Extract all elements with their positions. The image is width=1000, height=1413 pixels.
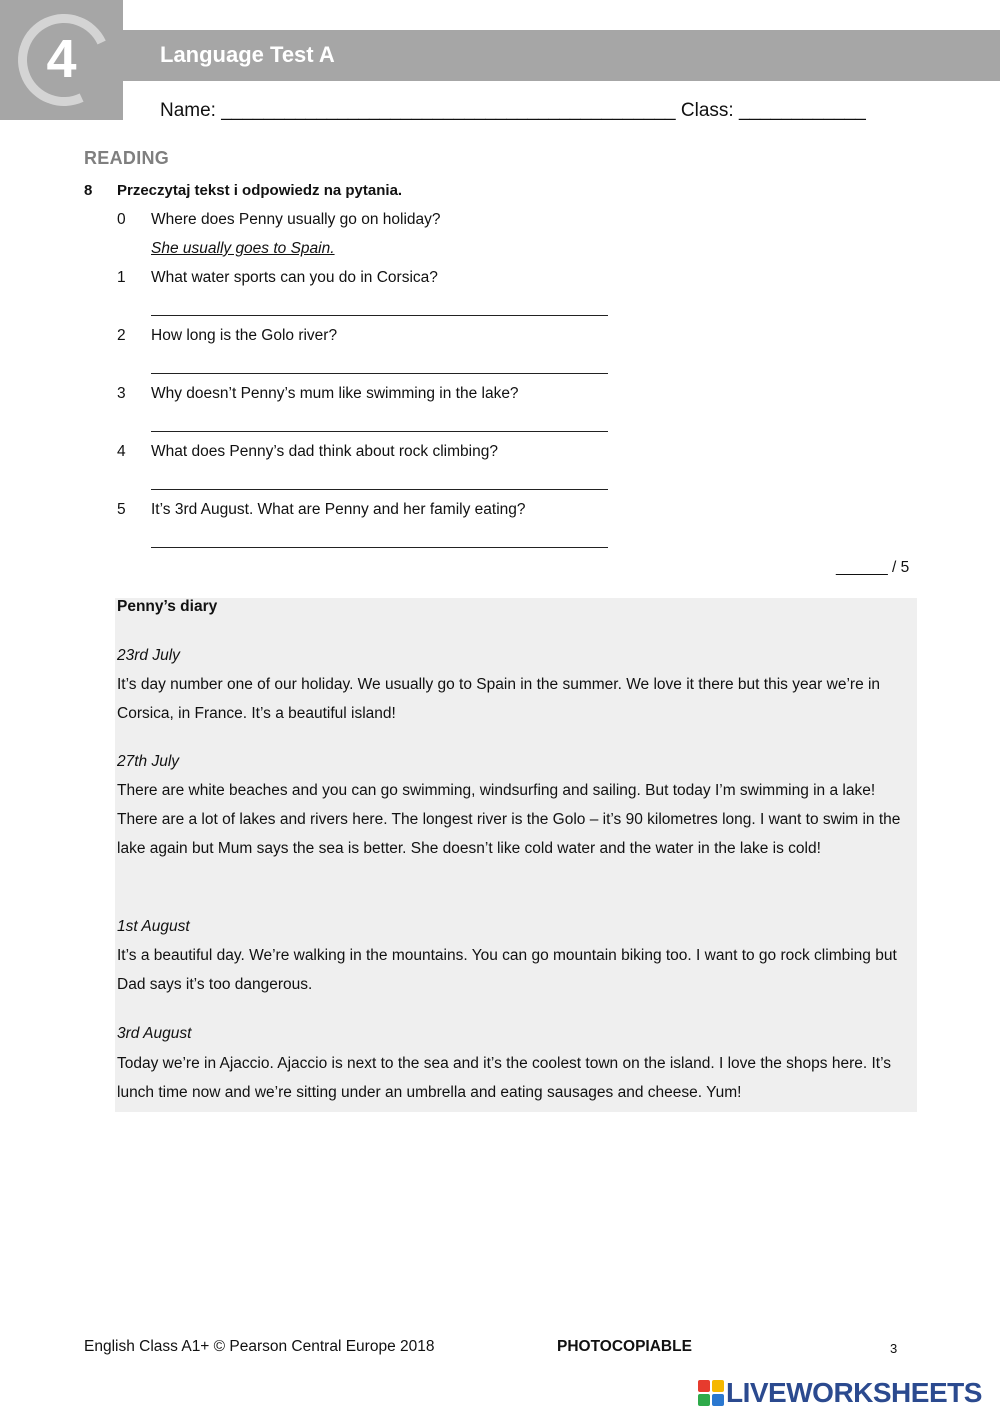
exercise-instruction: Przeczytaj tekst i odpowiedz na pytania.: [117, 182, 403, 199]
footer-copyright: English Class A1+ © Pearson Central Europe 2018: [84, 1338, 435, 1355]
answer-line-3[interactable]: [151, 431, 608, 432]
answer-line-2[interactable]: [151, 373, 608, 374]
entry-date: 23rd July: [117, 647, 180, 664]
liveworksheets-text: LIVEWORKSHEETS: [726, 1377, 982, 1408]
footer-photocopiable: PHOTOCOPIABLE: [557, 1338, 692, 1355]
unit-badge: [0, 0, 123, 120]
example-answer: She usually goes to Spain.: [151, 240, 335, 257]
question-text: What water sports can you do in Corsica?: [151, 269, 438, 286]
unit-number: 4: [46, 29, 77, 89]
liveworksheets-icon: [698, 1380, 724, 1406]
question-number: 0: [117, 211, 126, 228]
entry-date: 1st August: [117, 918, 190, 935]
diary-title: Penny’s diary: [117, 598, 218, 615]
score-field[interactable]: ______ / 5: [836, 559, 910, 576]
page-number: 3: [890, 1341, 898, 1356]
question-text: How long is the Golo river?: [151, 327, 338, 344]
answer-line-5[interactable]: [151, 547, 608, 548]
answer-line-4[interactable]: [151, 489, 608, 490]
exercise-number: 8: [84, 182, 93, 199]
entry-text: Today we’re in Ajaccio. Ajaccio is next to the sea and it’s the coolest town on the island. I love the shops here. It’s lunch time now and we’re sitting under an umbrella and eating sausages and cheese. Yum!: [117, 1055, 892, 1101]
question-text: It’s 3rd August. What are Penny and her family eating?: [151, 501, 526, 518]
entry-text: It’s day number one of our holiday. We usually go to Spain in the summer. We love it there but this year we’re in Corsica, in France. It’s a beautiful island!: [117, 676, 881, 722]
logo-square-icon: [698, 1380, 710, 1392]
page-title: Language Test A: [160, 42, 335, 67]
question-number: 3: [117, 385, 126, 402]
entry-text: There are white beaches and you can go swimming, windsurfing and sailing. But today I’m swimming in a lake! There are a lot of lakes and rivers here. The longest river is the Golo – it’s 90 kilometres long. I want to swim in the lake again but Mum says the sea is better. She doesn’t like cold water and the water in the lake is cold!: [117, 782, 901, 857]
name-class-line[interactable]: Name: ___________________________________________ Class: ____________: [160, 100, 866, 121]
question-number: 2: [117, 327, 126, 344]
section-heading: READING: [84, 148, 170, 168]
question-number: 4: [117, 443, 126, 460]
title-bar: [123, 30, 1000, 81]
answer-line-1[interactable]: [151, 315, 608, 316]
liveworksheets-logo[interactable]: [698, 1376, 982, 1410]
question-text: What does Penny’s dad think about rock climbing?: [151, 443, 498, 460]
question-text: Where does Penny usually go on holiday?: [151, 211, 441, 228]
question-number: 1: [117, 269, 126, 286]
question-number: 5: [117, 501, 126, 518]
logo-square-icon: [712, 1394, 724, 1406]
entry-date: 3rd August: [117, 1025, 192, 1042]
logo-square-icon: [698, 1394, 710, 1406]
diary-box: [115, 598, 917, 1112]
entry-date: 27th July: [117, 753, 180, 770]
question-text: Why doesn’t Penny’s mum like swimming in the lake?: [151, 385, 519, 402]
entry-text: It’s a beautiful day. We’re walking in the mountains. You can go mountain biking too. I want to go rock climbing but Dad says it’s too dangerous.: [117, 947, 897, 993]
logo-square-icon: [712, 1380, 724, 1392]
